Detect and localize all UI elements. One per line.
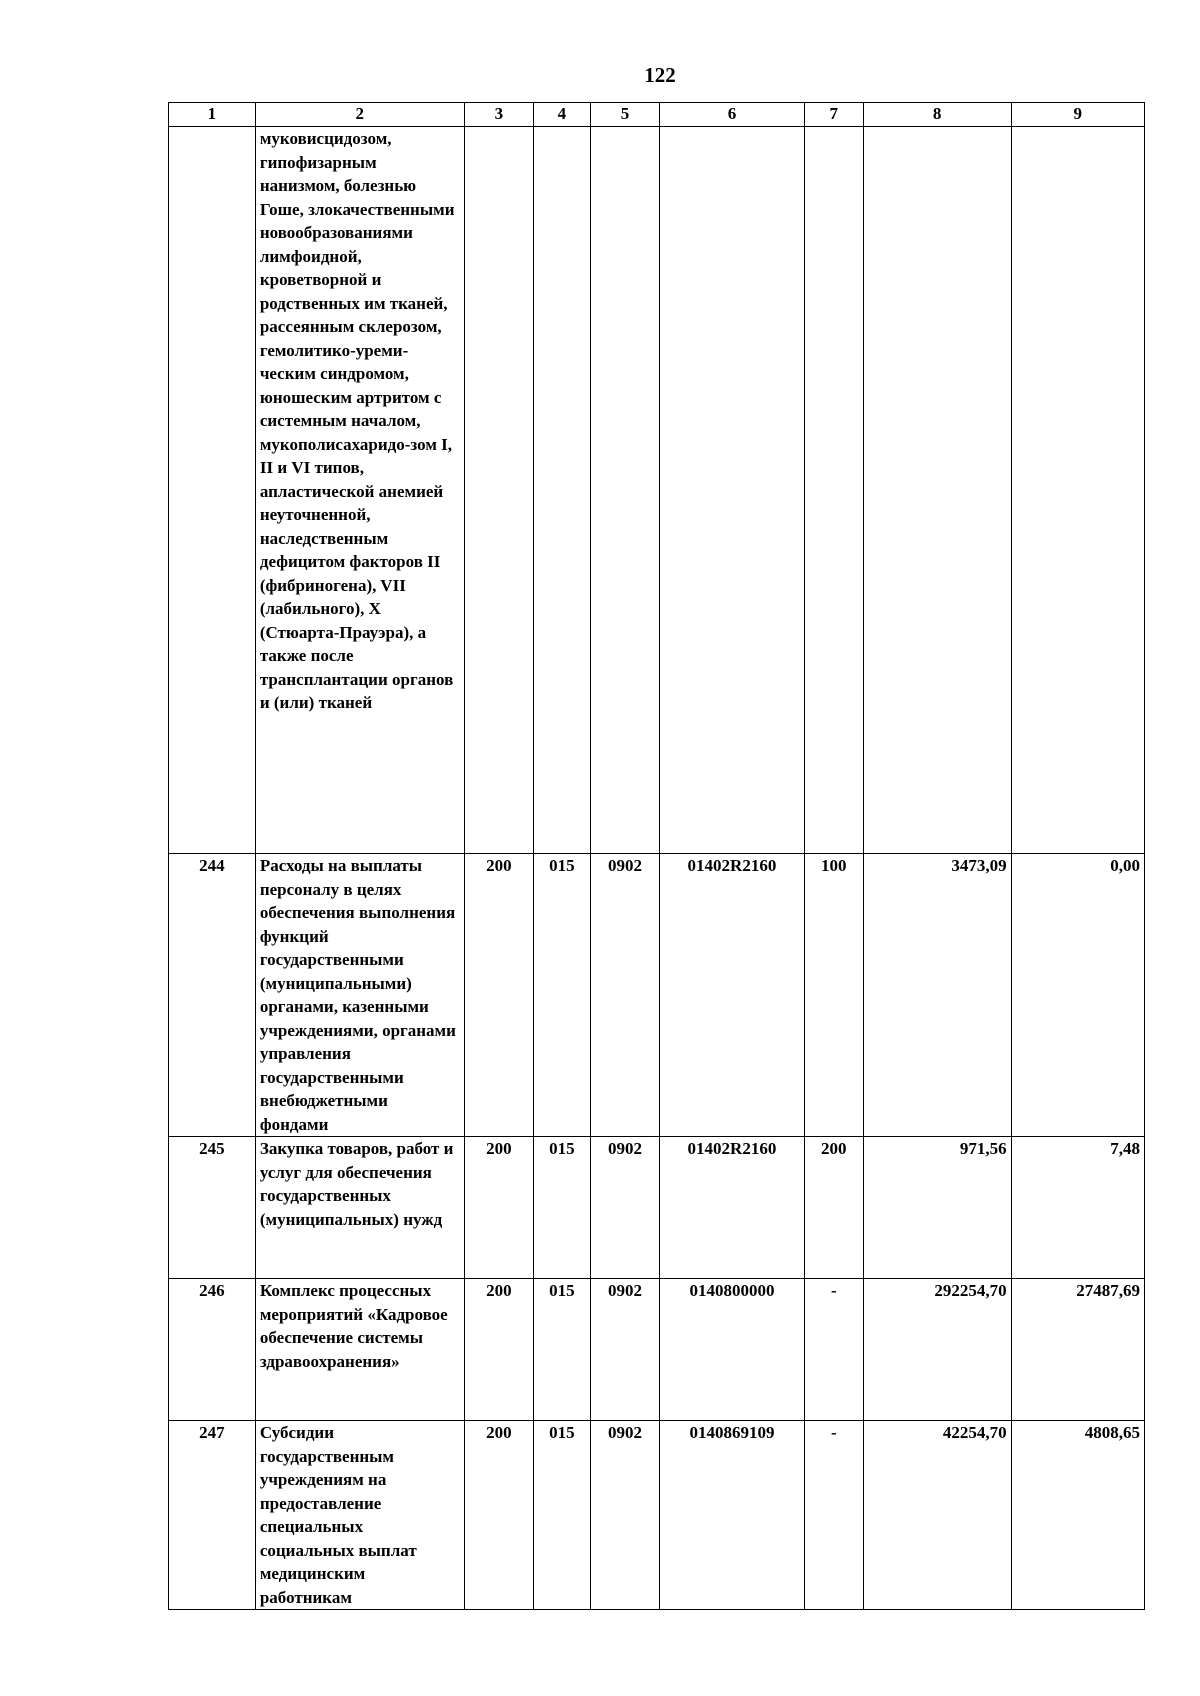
col7-cell: - bbox=[804, 1421, 863, 1610]
col5-cell: 0902 bbox=[590, 1421, 659, 1610]
row-number-cell: 244 bbox=[169, 854, 256, 1137]
col4-cell: 015 bbox=[533, 1421, 590, 1610]
column-header-1: 1 bbox=[169, 103, 256, 127]
col9-cell: 4808,65 bbox=[1011, 1421, 1144, 1610]
col9-cell: 0,00 bbox=[1011, 854, 1144, 1137]
row-number-cell bbox=[169, 127, 256, 854]
column-header-6: 6 bbox=[660, 103, 805, 127]
col9-cell bbox=[1011, 127, 1144, 854]
row-number-cell: 247 bbox=[169, 1421, 256, 1610]
col6-cell: 01402R2160 bbox=[660, 854, 805, 1137]
col8-cell: 3473,09 bbox=[863, 854, 1011, 1137]
col3-cell: 200 bbox=[464, 1279, 533, 1421]
row-name-cell: Комплекс процессных мероприятий «Кадровое обеспечение системы здравоохранения» bbox=[255, 1279, 464, 1421]
column-header-5: 5 bbox=[590, 103, 659, 127]
col8-cell bbox=[863, 127, 1011, 854]
col6-cell bbox=[660, 127, 805, 854]
col7-cell: - bbox=[804, 1279, 863, 1421]
col7-cell bbox=[804, 127, 863, 854]
col3-cell bbox=[464, 127, 533, 854]
col3-cell: 200 bbox=[464, 1137, 533, 1279]
header-row bbox=[169, 103, 1145, 127]
row-name-cell: Расходы на выплаты персоналу в целях обеспечения выполнения функций государственными (муниципальными) органами, казенными учреждениями, органами управления государственными внебюджетными фондами bbox=[255, 854, 464, 1137]
page-number: 122 bbox=[644, 63, 676, 87]
column-header-8: 8 bbox=[863, 103, 1011, 127]
row-number-cell: 246 bbox=[169, 1279, 256, 1421]
col8-cell: 971,56 bbox=[863, 1137, 1011, 1279]
col8-cell: 42254,70 bbox=[863, 1421, 1011, 1610]
column-header-2: 2 bbox=[255, 103, 464, 127]
col5-cell: 0902 bbox=[590, 854, 659, 1137]
col4-cell: 015 bbox=[533, 854, 590, 1137]
table-row bbox=[169, 1279, 1145, 1421]
row-name-cell: Субсидии государственным учреждениям на предоставление специальных социальных выплат медицинским работникам bbox=[255, 1421, 464, 1610]
column-header-3: 3 bbox=[464, 103, 533, 127]
col5-cell bbox=[590, 127, 659, 854]
col6-cell: 01402R2160 bbox=[660, 1137, 805, 1279]
row-name-cell: муковисцидозом, гипофизарным нанизмом, болезнью Гоше, злокачественными новообразованиями лимфоидной, кроветворной и родственных им тканей, рассеянным склерозом, гемолитико-уреми-ческим синдромом, юношеским артритом с системным началом, мукополисахаридо-зом I, II и VI типов, апластической анемией неуточненной, наследственным дефицитом факторов II (фибриногена), VII (лабильного), X (Стюарта-Прауэра), а также после трансплантации органов и (или) тканей bbox=[255, 127, 464, 854]
col7-cell: 200 bbox=[804, 1137, 863, 1279]
col5-cell: 0902 bbox=[590, 1137, 659, 1279]
col4-cell bbox=[533, 127, 590, 854]
col5-cell: 0902 bbox=[590, 1279, 659, 1421]
row-number-cell: 245 bbox=[169, 1137, 256, 1279]
column-header-4: 4 bbox=[533, 103, 590, 127]
column-header-7: 7 bbox=[804, 103, 863, 127]
row-name-cell: Закупка товаров, работ и услуг для обеспечения государственных (муниципальных) нужд bbox=[255, 1137, 464, 1279]
col9-cell: 27487,69 bbox=[1011, 1279, 1144, 1421]
budget-table bbox=[168, 102, 1145, 1610]
table-row bbox=[169, 1421, 1145, 1610]
column-header-9: 9 bbox=[1011, 103, 1144, 127]
table-row bbox=[169, 854, 1145, 1137]
col6-cell: 0140800000 bbox=[660, 1279, 805, 1421]
col4-cell: 015 bbox=[533, 1279, 590, 1421]
col9-cell: 7,48 bbox=[1011, 1137, 1144, 1279]
col7-cell: 100 bbox=[804, 854, 863, 1137]
col4-cell: 015 bbox=[533, 1137, 590, 1279]
col6-cell: 0140869109 bbox=[660, 1421, 805, 1610]
table-row-continuation bbox=[169, 127, 1145, 854]
col3-cell: 200 bbox=[464, 854, 533, 1137]
col8-cell: 292254,70 bbox=[863, 1279, 1011, 1421]
table-row bbox=[169, 1137, 1145, 1279]
col3-cell: 200 bbox=[464, 1421, 533, 1610]
